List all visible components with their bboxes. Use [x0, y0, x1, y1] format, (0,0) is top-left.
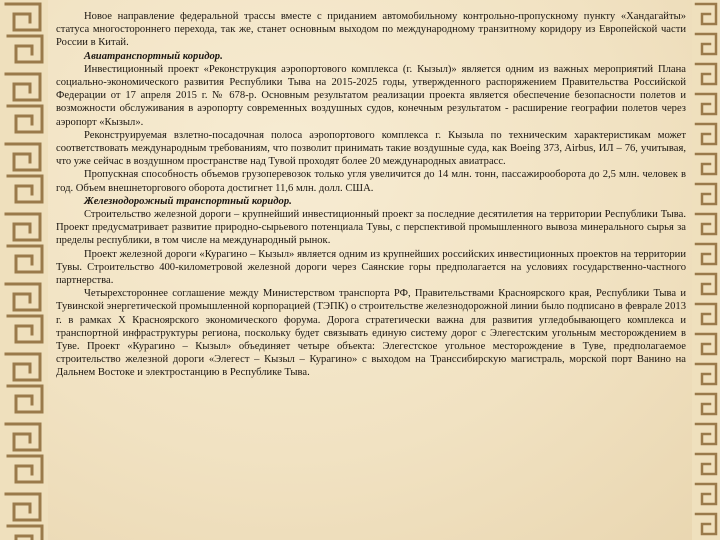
right-ornament-border — [692, 0, 720, 540]
left-ornament-border — [0, 0, 48, 540]
paragraph: Строительство железной дороги – крупнейший инвестиционный проект за последние десятилетия на территории Республики Тыва. Проект предусматривает развитие природно-сырьевого потенциала Тувы, с перспективой промышленного вывоза минерального сырья за пределы республики, в том числе на международный рынок. — [56, 209, 686, 247]
document-body — [56, 10, 686, 380]
paragraph: Проект железной дороги «Курагино – Кызыл» является одним из крупнейших российских инвестиционных проектов на территории Тувы. Строительство 400-километровой железной дороги через Саянские горы предполагается на условиях государственно-частного партнерства. — [56, 248, 686, 287]
ornament-meander-icon — [0, 0, 48, 540]
section-heading: Авиатранспортный коридор. — [84, 50, 223, 62]
paragraph: Четырехстороннее соглашение между Министерством транспорта РФ, Правительствами Красноярского края, Республики Тыва и Тувинской энергетической промышленной корпорацией (ТЭПК) о строительстве железнодорожной линии было подписано в феврале 2013 г. в рамках X Красноярского экономического форума. Дорога стратегически важна для развития угледобывающего комплекса и транспортной инфраструктуры региона, поскольку будет связывать единую систему дорог с Элегестским угольным месторождением в Туве. Проект «Курагино – Кызыл» объединяет четыре объекта: Элегестское угольное месторождение в Туве, предполагаемое строительство железной дороги «Элегест – Кызыл – Курагино» с выходом на Транссибирскую магистраль, морской порт Ванино на Дальнем Востоке и электростанцию в Республике Тыва. — [56, 288, 686, 379]
section-heading: Железнодорожный транспортный коридор. — [84, 195, 292, 207]
paragraph: Инвестиционный проект «Реконструкция аэропортового комплекса (г. Кызыл)» является одним из важных мероприятий Плана социально-экономического развития Республики Тыва на 2015-2025 годы, утвержденного распоряжением Правительства Российской Федерации от 17 апреля 2015 г. № 678-р. Основным результатом реализации проекта является обеспечение безопасности полетов и возможности обслуживания в аэропорту современных воздушных судов, конечным результатом - расширение географии полетов через аэропорт «Кызыл». — [56, 63, 686, 128]
paragraph: Реконструируемая взлетно-посадочная полоса аэропортового комплекса г. Кызыла по техническим характеристикам может соответствовать международным требованиям, что позволит принимать такие воздушные суда, как Boeing 373, Airbus, ИЛ – 76, учитывая, что уже сейчас в воздушном пространстве над Тувой проходят более 20 международных авиатрасс. — [56, 129, 686, 168]
paragraph: Новое направление федеральной трассы вместе с приданием автомобильному контрольно-пропускному пункту «Хандагайты» статуса многостороннего перехода, так же, станет основным выходом по международному транзитному коридору из Европейской части России в Китай. — [56, 11, 686, 49]
paragraph: Пропускная способность объемов грузоперевозок только угля увеличится до 14 млн. тонн, пассажирооборота до 2,5 млн. человек в год. Объем внешнеторгового оборота достигнет 11,6 млн. долл. США. — [56, 169, 686, 194]
ornament-meander-icon — [692, 0, 720, 540]
